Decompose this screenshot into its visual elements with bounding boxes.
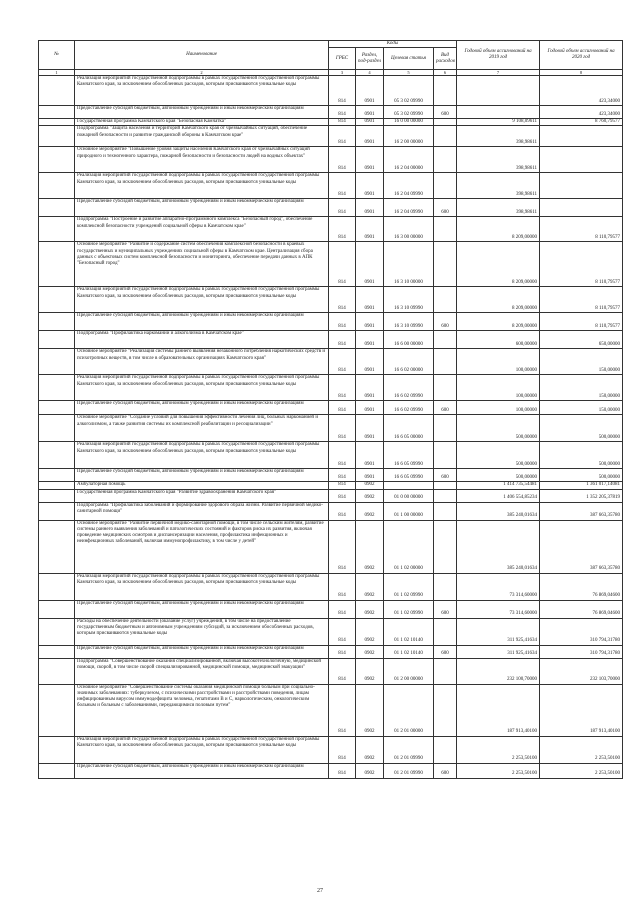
row-number [39,119,75,126]
row-expense-type [434,482,457,489]
row-name: Предоставление субсидий бюджетным, автономным учреждениям и иным некоммерческим организациям [75,645,329,658]
table-row [39,76,623,106]
row-target-article: 16 6 05 09990 [384,442,434,469]
row-expense-type [434,618,457,645]
row-target-article: 16 6 02 09990 [384,401,434,415]
row-name: Государственная программа Камчатского края "Развитие здравоохранения Камчатского края" [75,489,329,502]
row-number [39,442,75,469]
row-sum-2020: 8 110,79577 [540,313,623,331]
row-section: 0901 [356,242,384,287]
row-name: Амбулаторная помощь [75,482,329,489]
row-target-article: 16 3 10 09990 [384,313,434,331]
row-section: 0901 [356,349,384,375]
row-expense-type [434,331,457,349]
table-row [39,106,623,119]
row-section: 0902 [356,763,384,778]
row-expense-type: 600 [434,763,457,778]
row-expense-type: 600 [434,199,457,217]
row-name: Основное мероприятие "Повышение уровня защиты населения Камчатского края от чрезвычайных ситуаций природного и техногенного характера, пожарной безопасности и безопасности людей на водных объектах" [75,147,329,173]
column-number: 6 [434,70,457,76]
row-expense-type [434,573,457,600]
row-sum-2020: 187 913,40100 [540,684,623,736]
table-row [39,502,623,520]
row-grbs: 814 [329,763,356,778]
row-grbs: 814 [329,126,356,147]
row-grbs: 814 [329,645,356,658]
row-section: 0901 [356,331,384,349]
row-sum-2019: 398,98611 [457,147,540,173]
row-name: Реализация мероприятий государственной подпрограммы в рамках государственной государственной программы Камчатского края, за исключением обособленных расходов, которым присваиваются уникальные коды [75,573,329,600]
row-target-article: 16 2 04 09990 [384,173,434,199]
row-section: 0901 [356,119,384,126]
row-name: Основное мероприятие "Реализация системы раннего выявления незаконного потребления наркотических средств и психотропных веществ, в том числе в образовательных организациях Камчатского края" [75,349,329,375]
row-target-article: 01 0 00 00000 [384,489,434,502]
row-target-article: 05 3 02 09990 [384,76,434,106]
row-sum-2020: 150,00000 [540,401,623,415]
table-row [39,469,623,482]
row-expense-type [434,349,457,375]
row-name: Подпрограмма "Профилактика наркомании и алкоголизма в Камчатском крае" [75,331,329,349]
row-number [39,469,75,482]
row-expense-type [434,375,457,401]
row-expense-type [434,287,457,313]
column-number: 4 [356,70,384,76]
row-number [39,331,75,349]
row-target-article: 16 3 10 00000 [384,242,434,287]
row-expense-type [434,520,457,573]
row-grbs: 814 [329,520,356,573]
row-section: 0901 [356,442,384,469]
table-row [39,520,623,573]
row-grbs: 814 [329,489,356,502]
table-row [39,442,623,469]
row-section: 0902 [356,684,384,736]
table-row [39,736,623,763]
row-expense-type [434,658,457,684]
row-name: Предоставление субсидий бюджетным, автономным учреждениям и иным некоммерческим организациям [75,763,329,778]
row-name: Основное мероприятие "Развитие первичной медико-санитарной помощи, в том числе сельским жителям, развитие системы раннего выявления заболеваний и патологических состояний и факторов риска их развития, включая проведение медицинских осмотров и диспансеризации населения, профилактика инфекционных и неинфекционных заболеваний, включая иммунопрофилактику, в том числе у детей" [75,520,329,573]
row-section: 0901 [356,126,384,147]
row-sum-2020: 8 760,79577 [540,119,623,126]
row-grbs: 814 [329,242,356,287]
row-section: 0901 [356,173,384,199]
header-expense-type: Вид расходов [434,48,457,70]
row-sum-2019: 100,00000 [457,401,540,415]
row-expense-type [434,126,457,147]
row-number [39,173,75,199]
row-name: Предоставление субсидий бюджетным, автономным учреждениям и иным некоммерческим организациям [75,106,329,119]
row-section: 0901 [356,147,384,173]
row-sum-2019 [457,76,540,106]
row-target-article: 16 6 05 00000 [384,415,434,442]
table-row [39,401,623,415]
row-expense-type: 600 [434,645,457,658]
row-expense-type: 600 [434,469,457,482]
row-number [39,106,75,119]
row-grbs: 814 [329,173,356,199]
row-number [39,415,75,442]
row-target-article: 16 3 00 00000 [384,217,434,242]
row-sum-2020: 387 663,35780 [540,502,623,520]
row-grbs: 814 [329,331,356,349]
row-sum-2020: 500,00000 [540,442,623,469]
row-section: 0902 [356,600,384,618]
row-sum-2020 [540,126,623,147]
column-number: 8 [540,70,623,76]
row-number [39,199,75,217]
header-number: № [39,41,75,70]
table-row [39,287,623,313]
row-sum-2020: 1 361 017,14081 [540,482,623,489]
row-expense-type [434,217,457,242]
row-target-article: 16 0 00 00000 [384,119,434,126]
row-sum-2019: 500,00000 [457,469,540,482]
header-sum-2020: Годовой объем ассигнований на 2020 год [540,41,623,70]
row-target-article: 16 6 02 09990 [384,375,434,401]
row-number [39,349,75,375]
row-sum-2019: 600,00000 [457,331,540,349]
row-sum-2019: 8 209,00000 [457,242,540,287]
table-row [39,217,623,242]
row-name: Реализация мероприятий государственной подпрограммы в рамках государственной государственной программы Камчатского края, за исключением обособленных расходов, которым присваиваются уникальные коды [75,736,329,763]
row-sum-2020: 500,00000 [540,415,623,442]
row-grbs: 814 [329,401,356,415]
row-section: 0902 [356,645,384,658]
row-section: 0901 [356,106,384,119]
row-section: 0901 [356,217,384,242]
row-sum-2019: 311 925,41634 [457,645,540,658]
row-sum-2019: 1 414 735,54481 [457,482,540,489]
row-name: Государственная программа Камчатского края "Безопасная Камчатка" [75,119,329,126]
row-number [39,618,75,645]
row-sum-2020: 310 794,31780 [540,645,623,658]
row-expense-type [434,489,457,502]
row-grbs: 814 [329,199,356,217]
page-number: 27 [317,888,323,894]
row-number [39,520,75,573]
row-number [39,502,75,520]
row-sum-2020: 76 869,04600 [540,600,623,618]
row-number [39,401,75,415]
row-target-article: 01 1 00 00000 [384,502,434,520]
row-target-article: 16 2 04 09990 [384,199,434,217]
header-sum-2019: Годовой объем ассигнований на 2019 год [457,41,540,70]
row-name: Подпрограмма "Совершенствование оказания специализированной, включая высокотехнологичную, медицинской помощи, скорой, в том числе скорой специализированной, медицинской помощи, медицинской эвакуации" [75,658,329,684]
row-sum-2019: 398,98611 [457,126,540,147]
row-name: Реализация мероприятий государственной подпрограммы в рамках государственной государственной программы Камчатского края, за исключением обособленных расходов, которым присваиваются уникальные коды [75,287,329,313]
row-expense-type: 600 [434,313,457,331]
row-target-article: 05 3 02 09990 [384,106,434,119]
row-section: 0901 [356,469,384,482]
row-expense-type [434,76,457,106]
row-number [39,573,75,600]
table-row [39,119,623,126]
table-row [39,173,623,199]
row-target-article: 16 6 02 00000 [384,349,434,375]
row-sum-2019: 73 314,60000 [457,600,540,618]
row-grbs: 814 [329,415,356,442]
row-expense-type [434,147,457,173]
row-grbs: 814 [329,313,356,331]
row-number [39,126,75,147]
row-section: 0902 [356,573,384,600]
row-grbs: 814 [329,349,356,375]
row-sum-2019: 398,98611 [457,173,540,199]
row-sum-2019: 385 240,01634 [457,502,540,520]
row-sum-2019: 8 209,00000 [457,217,540,242]
row-sum-2019: 9 108,09611 [457,119,540,126]
row-target-article: 01 2 01 09990 [384,763,434,778]
table-row [39,313,623,331]
column-number: 7 [457,70,540,76]
row-target-article: 01 2 01 09990 [384,736,434,763]
row-sum-2020: 8 110,79577 [540,242,623,287]
row-section: 0902 [356,482,384,489]
row-target-article: 01 2 01 00000 [384,684,434,736]
column-number: 2 [75,70,329,76]
row-sum-2019 [457,106,540,119]
row-sum-2020: 500,00000 [540,469,623,482]
row-name: Предоставление субсидий бюджетным, автономным учреждениям и иным некоммерческим организациям [75,469,329,482]
row-sum-2020: 150,00000 [540,375,623,401]
row-section: 0901 [356,313,384,331]
row-grbs: 814 [329,119,356,126]
table-row [39,331,623,349]
row-section: 0901 [356,287,384,313]
row-number [39,313,75,331]
row-grbs: 814 [329,736,356,763]
row-number [39,242,75,287]
row-grbs: 814 [329,106,356,119]
row-target-article: 01 1 02 10140 [384,618,434,645]
budget-table [38,40,623,779]
row-section: 0902 [356,502,384,520]
header-grbs: ГРБС [329,48,356,70]
row-sum-2019: 311 925,41634 [457,618,540,645]
row-expense-type: 600 [434,106,457,119]
row-name: Реализация мероприятий государственной подпрограммы в рамках государственной государственной программы Камчатского края, за исключением обособленных расходов, которым присваиваются уникальные коды [75,173,329,199]
row-grbs: 814 [329,684,356,736]
row-expense-type [434,173,457,199]
row-name: Реализация мероприятий государственной подпрограммы в рамках государственной государственной программы Камчатского края, за исключением обособленных расходов, которым присваиваются уникальные коды [75,76,329,106]
row-grbs: 814 [329,287,356,313]
header-section: Раздел, под-раздел [356,48,384,70]
row-sum-2019: 73 314,60000 [457,573,540,600]
row-sum-2020: 650,00000 [540,331,623,349]
row-grbs: 814 [329,502,356,520]
column-number: 3 [329,70,356,76]
row-sum-2019: 385 240,01634 [457,520,540,573]
row-expense-type [434,502,457,520]
row-name: Реализация мероприятий государственной подпрограммы в рамках государственной государственной программы Камчатского края, за исключением обособленных расходов, которым присваиваются уникальные коды [75,375,329,401]
table-row [39,763,623,778]
row-number [39,763,75,778]
row-target-article [384,482,434,489]
table-row [39,126,623,147]
header-target-article: Целевая статья [384,48,434,70]
row-section: 0902 [356,618,384,645]
row-sum-2019: 2 253,50100 [457,763,540,778]
row-expense-type: 600 [434,401,457,415]
column-number: 5 [384,70,434,76]
row-name: Предоставление субсидий бюджетным, автономным учреждениям и иным некоммерческим организациям [75,199,329,217]
row-sum-2019: 8 209,00000 [457,287,540,313]
row-target-article: 01 1 02 00000 [384,520,434,573]
row-expense-type [434,119,457,126]
row-sum-2020: 310 794,31780 [540,618,623,645]
row-number [39,287,75,313]
row-name: Подпрограмма "Профилактика заболеваний и формирование здорового образа жизни. Развитие первичной медико-санитарной помощи" [75,502,329,520]
row-section: 0901 [356,415,384,442]
row-number [39,76,75,106]
row-sum-2019: 8 209,00000 [457,313,540,331]
column-number: 1 [39,70,75,76]
row-number [39,658,75,684]
row-sum-2019: 232 100,70000 [457,658,540,684]
row-name: Подпрограмма "Построение и развитие аппаратно-программного комплекса "Безопасный город", обеспечение комплексной безопасности учреждений социальной сферы в Камчатском крае" [75,217,329,242]
row-grbs: 814 [329,442,356,469]
table-header [39,41,623,76]
row-grbs: 814 [329,618,356,645]
header-name: Наименование [75,41,329,70]
row-name: Предоставление субсидий бюджетным, автономным учреждениям и иным некоммерческим организациям [75,600,329,618]
row-target-article: 16 3 10 09990 [384,287,434,313]
row-number [39,217,75,242]
row-name: Предоставление субсидий бюджетным, автономным учреждениям и иным некоммерческим организациям [75,401,329,415]
row-target-article: 01 1 02 10140 [384,645,434,658]
table-row [39,573,623,600]
row-target-article: 16 6 00 00000 [384,331,434,349]
row-section: 0901 [356,401,384,415]
row-sum-2020: 2 253,50100 [540,736,623,763]
row-number [39,489,75,502]
table-row [39,482,623,489]
row-sum-2020: 387 663,35780 [540,520,623,573]
row-sum-2020: 232 103,70000 [540,658,623,684]
row-section: 0902 [356,520,384,573]
table-row [39,658,623,684]
row-sum-2020: 423,34000 [540,76,623,106]
row-sum-2019: 2 253,50100 [457,736,540,763]
row-number [39,645,75,658]
header-codes: Коды [329,41,457,48]
row-sum-2020: 1 352 205,37819 [540,489,623,502]
table-row [39,375,623,401]
row-name: Основное мероприятие "Совершенствование системы оказания медицинской помощи больным при социально-значимых заболеваниях: туберкулезом, с психическими расстройствами и расстройствами поведения, лицам инфицированным вирусом иммунодефицита человека, гепатитами B и C, наркологическим, онкологическим больным и больным с заболеваниями, передающимися половым путем" [75,684,329,736]
row-expense-type [434,442,457,469]
row-number [39,684,75,736]
row-target-article: 16 6 05 09990 [384,469,434,482]
row-grbs: 814 [329,375,356,401]
table-row [39,684,623,736]
row-section: 0902 [356,658,384,684]
row-expense-type: 600 [434,600,457,618]
row-sum-2020: 2 253,50100 [540,763,623,778]
row-number [39,482,75,489]
row-expense-type [434,736,457,763]
row-grbs: 814 [329,147,356,173]
row-number [39,736,75,763]
row-name: Основное мероприятие "Развитие и содержание систем обеспечения комплексной безопасности в краевых государственных и муниципальных учреждениях социальной сферы в Камчатском крае. Централизация сбора данных с объектовых систем комплексной безопасности и мониторинга, обеспечение передачи данных в АПК "Безопасный город" [75,242,329,287]
row-section: 0901 [356,375,384,401]
row-grbs: 814 [329,76,356,106]
row-grbs: 814 [329,469,356,482]
row-sum-2020 [540,147,623,173]
row-number [39,147,75,173]
table-row [39,489,623,502]
row-sum-2020: 150,00000 [540,349,623,375]
row-section: 0901 [356,199,384,217]
table-row [39,199,623,217]
row-section: 0902 [356,736,384,763]
row-number [39,600,75,618]
table-row [39,645,623,658]
row-sum-2019: 500,00000 [457,442,540,469]
row-sum-2020 [540,173,623,199]
table-body [39,76,623,778]
row-expense-type [434,415,457,442]
row-target-article: 16 2 04 00000 [384,147,434,173]
row-grbs: 814 [329,600,356,618]
table-row [39,349,623,375]
row-sum-2020: 8 110,79577 [540,287,623,313]
row-expense-type [434,684,457,736]
row-sum-2019: 500,00000 [457,415,540,442]
row-sum-2020: 76 869,04600 [540,573,623,600]
table-row [39,242,623,287]
row-sum-2019: 398,98611 [457,199,540,217]
row-sum-2019: 187 913,40100 [457,684,540,736]
row-target-article: 01 1 02 09990 [384,600,434,618]
row-grbs: 814 [329,482,356,489]
row-grbs: 814 [329,217,356,242]
row-sum-2020: 8 110,79577 [540,217,623,242]
row-grbs: 814 [329,573,356,600]
row-name: Подпрограмма "Защита населения и территорий Камчатского края от чрезвычайных ситуаций, обеспечение пожарной безопасности и развитие гражданской обороны в Камчатском крае" [75,126,329,147]
row-section: 0901 [356,76,384,106]
row-target-article: 01 1 02 09990 [384,573,434,600]
row-expense-type [434,242,457,287]
row-section: 0902 [356,489,384,502]
row-target-article: 16 2 00 00000 [384,126,434,147]
table-row [39,415,623,442]
row-target-article: 01 2 00 00000 [384,658,434,684]
document-page [38,40,622,779]
table-row [39,600,623,618]
row-name: Основное мероприятие "Создание условий для повышения эффективности лечения лиц, больных наркоманией и алкоголизмом, а также развития системы их комплексной реабилитации и ресоциализации" [75,415,329,442]
row-sum-2019: 1 406 554,85234 [457,489,540,502]
row-sum-2020 [540,199,623,217]
row-number [39,375,75,401]
row-sum-2019: 100,00000 [457,349,540,375]
table-row [39,618,623,645]
row-sum-2020: 423,34000 [540,106,623,119]
row-name: Реализация мероприятий государственной подпрограммы в рамках государственной государственной программы Камчатского края, за исключением обособленных расходов, которым присваиваются уникальные коды [75,442,329,469]
row-name: Расходы на обеспечение деятельности (оказание услуг) учреждений, в том числе на предоставление государственным бюджетным и автономным учреждениям субсидий, за исключением обособленных расходов, которым присваиваются уникальные коды [75,618,329,645]
row-sum-2019: 100,00000 [457,375,540,401]
row-name: Предоставление субсидий бюджетным, автономным учреждениям и иным некоммерческим организациям [75,313,329,331]
table-row [39,147,623,173]
row-grbs: 814 [329,658,356,684]
